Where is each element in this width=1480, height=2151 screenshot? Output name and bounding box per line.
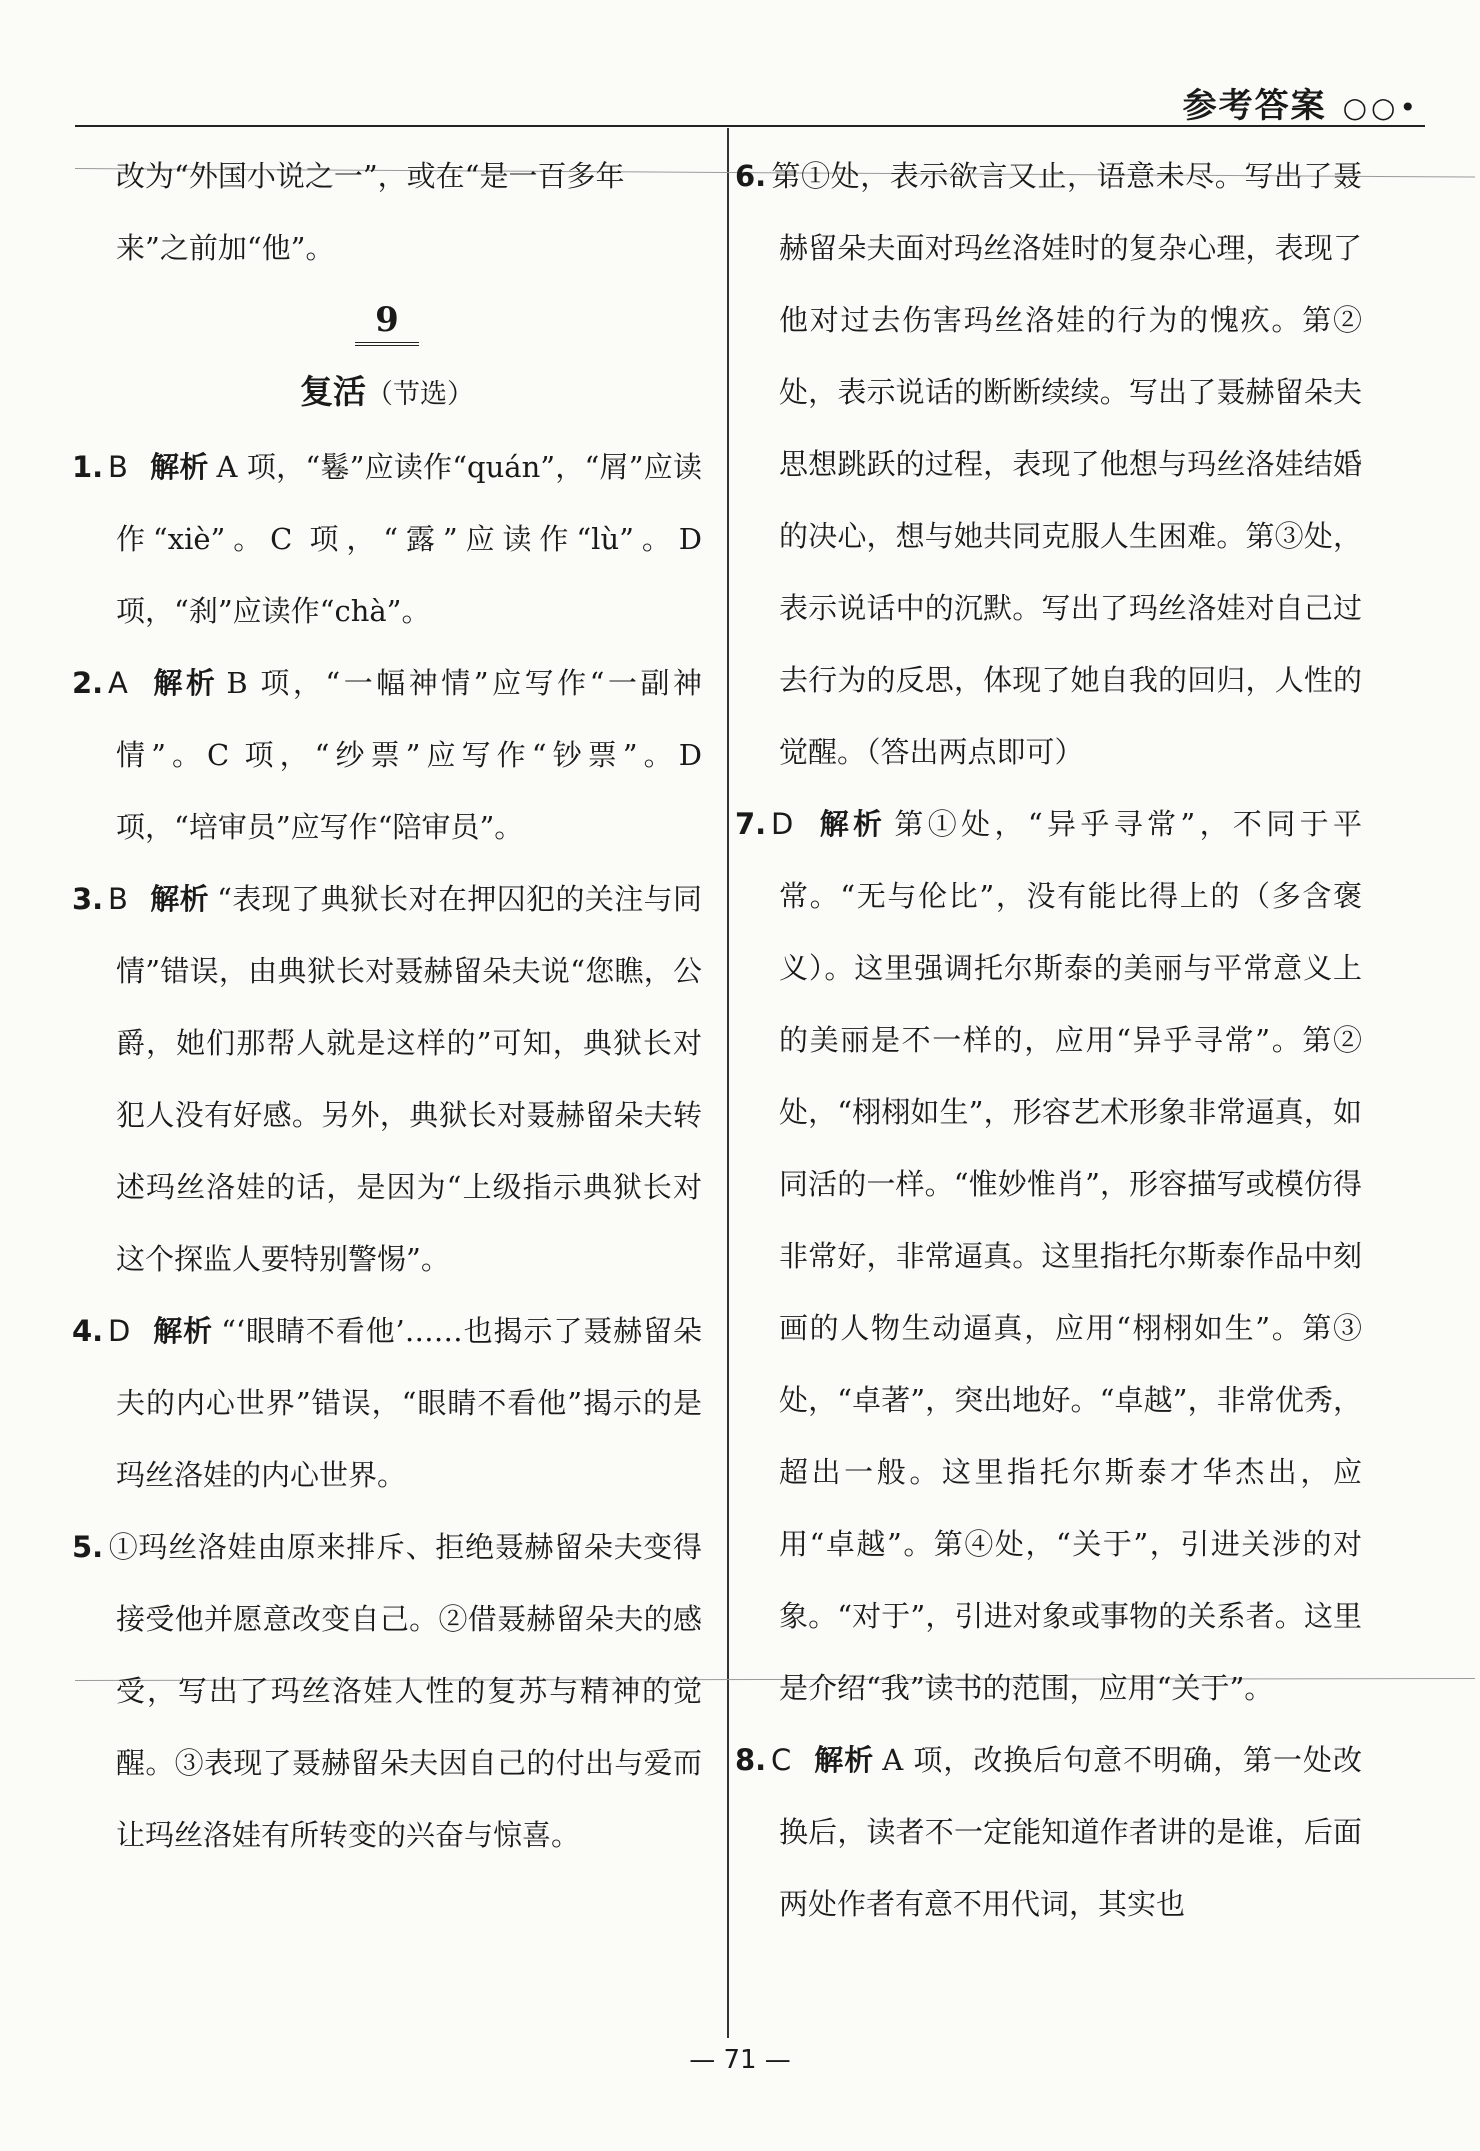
header-title-text: 参考答案	[1182, 86, 1327, 126]
left-column	[72, 140, 702, 1871]
item-label: 解析	[149, 450, 209, 484]
intro-line: 来”之前加“他”。	[116, 231, 335, 265]
item-label: 解析	[813, 1743, 875, 1777]
item-answer: A	[108, 666, 128, 700]
answer-item	[72, 431, 702, 647]
section-title-sub: （节选）	[366, 379, 474, 410]
answer-item	[72, 863, 702, 1295]
item-number: 5.	[72, 1530, 104, 1564]
intro-line: 改为“外国小说之一”，或在“是一百多年	[116, 159, 625, 193]
answer-item	[72, 647, 702, 863]
section-number	[72, 284, 702, 356]
item-answer: C	[771, 1743, 792, 1777]
page-number: — 71 —	[689, 2045, 791, 2075]
answer-item	[735, 140, 1362, 788]
item-number: 7.	[735, 807, 767, 841]
item-number: 4.	[72, 1314, 104, 1348]
header-rule	[75, 125, 1425, 127]
item-label: 解析	[815, 807, 887, 841]
item-text: “表现了典狱长对在押囚犯的关注与同情”错误，由典狱长对聂赫留朵夫说“您瞧，公爵，她们那帮人就是这样的”可知，典狱长对犯人没有好感。另外，典狱长对聂赫留朵夫转述玛丝洛娃的话，是因为“上级指示典狱长对这个探监人要特别警惕”。	[116, 882, 702, 1276]
item-answer: D	[108, 1314, 131, 1348]
section-number-text: 9	[355, 298, 419, 346]
right-column	[735, 140, 1362, 1940]
answer-item	[735, 788, 1362, 1724]
item-number: 6.	[735, 159, 767, 193]
answer-item	[72, 1511, 702, 1871]
item-text: A 项，“鬈”应读作“quán”，“屑”应读作“xiè”。C 项，“露”应读作“lù”。D 项，“刹”应读作“chà”。	[116, 450, 702, 628]
column-divider	[727, 128, 729, 2038]
item-number: 8.	[735, 1743, 767, 1777]
item-number: 2.	[72, 666, 104, 700]
item-text: B 项，“一幅神情”应写作“一副神情”。C 项，“纱票”应写作“钞票”。D 项，“培审员”应写作“陪审员”。	[116, 666, 702, 844]
item-number: 1.	[72, 450, 104, 484]
header-dots: ○○•	[1342, 91, 1420, 124]
header-title	[1183, 78, 1420, 127]
item-label: 解析	[149, 666, 219, 700]
item-text: 第①处，“异乎寻常”，不同于平常。“无与伦比”，没有能比得上的（多含褒义）。这里强调托尔斯泰的美丽与平常意义上的美丽是不一样的，应用“异乎寻常”。第②处，“栩栩如生”，形容艺术形象非常逼真，如同活的一样。“惟妙惟肖”，形容描写或模仿得非常好，非常逼真。这里指托尔斯泰作品中刻画的人物生动逼真，应用“栩栩如生”。第③处，“卓著”，突出地好。“卓越”，非常优秀，超出一般。这里指托尔斯泰才华杰出，应用“卓越”。第④处，“关于”，引进关涉的对象。“对于”，引进对象或事物的关系者。这里是介绍“我”读书的范围，应用“关于”。	[779, 807, 1362, 1705]
item-answer: B	[108, 450, 128, 484]
item-number: 3.	[72, 882, 104, 916]
item-text: “‘眼睛不看他’……也揭示了聂赫留朵夫的内心世界”错误，“眼睛不看他”揭示的是玛丝洛娃的内心世界。	[116, 1314, 702, 1492]
item-label: 解析	[152, 1314, 214, 1348]
item-answer: B	[108, 882, 128, 916]
item-text: 第①处，表示欲言又止，语意未尽。写出了聂赫留朵夫面对玛丝洛娃时的复杂心理，表现了他对过去伤害玛丝洛娃的行为的愧疚。第②处，表示说话的断断续续。写出了聂赫留朵夫思想跳跃的过程，表现了他想与玛丝洛娃结婚的决心，想与她共同克服人生困难。第③处，表示说话中的沉默。写出了玛丝洛娃对自己过去行为的反思，体现了她自我的回归，人性的觉醒。（答出两点即可）	[771, 159, 1362, 769]
item-text: ①玛丝洛娃由原来排斥、拒绝聂赫留朵夫变得接受他并愿意改变自己。②借聂赫留朵夫的感受，写出了玛丝洛娃人性的复苏与精神的觉醒。③表现了聂赫留朵夫因自己的付出与爱而让玛丝洛娃有所转变的兴奋与惊喜。	[108, 1530, 702, 1852]
answer-item	[72, 1295, 702, 1511]
item-answer: D	[771, 807, 794, 841]
section-title	[72, 356, 702, 431]
answer-item	[735, 1724, 1362, 1940]
section-title-main: 复活	[300, 372, 366, 411]
item-label: 解析	[149, 882, 210, 916]
item-text: A 项，改换后句意不明确，第一处改换后，读者不一定能知道作者讲的是谁，后面两处作者有意不用代词，其实也	[779, 1743, 1362, 1921]
